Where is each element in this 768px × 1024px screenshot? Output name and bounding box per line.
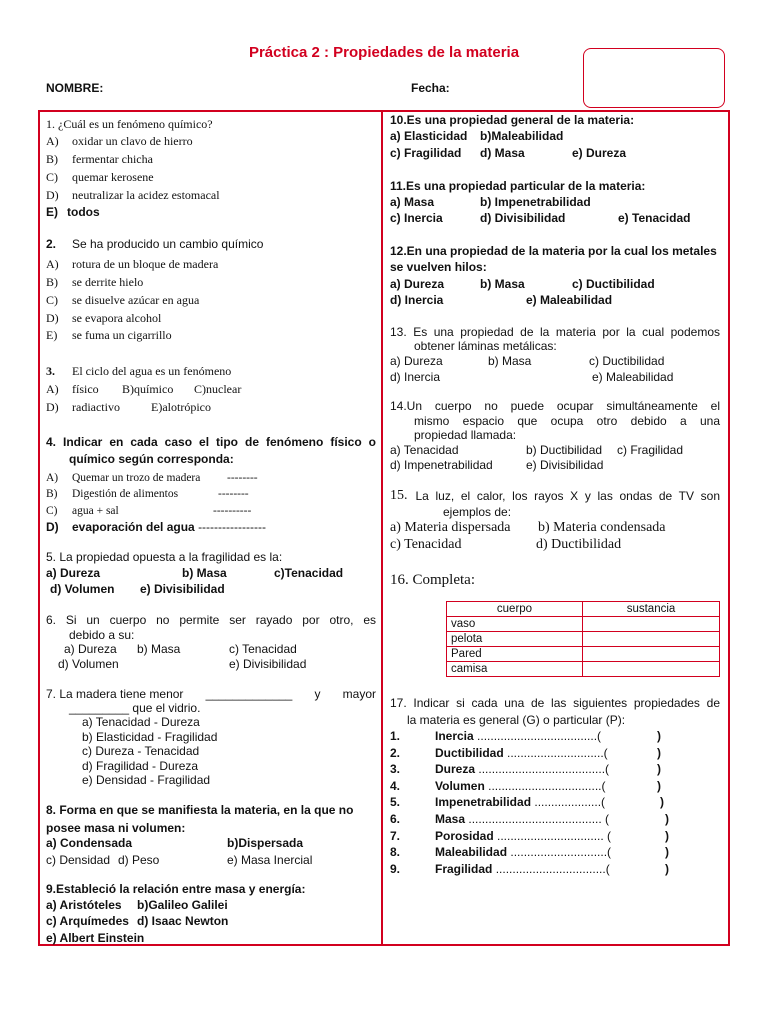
q15-option-c: c) Tenacidad — [390, 537, 462, 552]
list-item-answer-blank[interactable]: ....................( — [534, 795, 606, 810]
q15-option-a: a) Materia dispersada — [390, 520, 511, 535]
list-item — [390, 746, 608, 760]
q3-prompt: 3. El ciclo del agua es un fenómeno — [46, 364, 232, 378]
q12-option-b: b) Masa — [480, 277, 525, 291]
list-item-property: Volumen — [435, 778, 489, 793]
q9-option-d: d) Isaac Newton — [137, 914, 229, 928]
q17-prompt-line1: 17. Indicar si cada una de las siguientes propiedades de — [390, 696, 720, 710]
q10-option-c: c) Fragilidad — [390, 146, 462, 160]
q10-prompt: 10.Es una propiedad general de la materia: — [390, 113, 635, 127]
q10-option-d: d) Masa — [480, 146, 525, 160]
q11-prompt: 11.Es una propiedad particular de la materia: — [390, 179, 646, 193]
q11-option-b: b) Impenetrabilidad — [480, 195, 591, 209]
list-item-close-paren: ) — [657, 778, 661, 793]
q2-prompt: 2. Se ha producido un cambio químico — [46, 237, 264, 251]
list-item-answer-blank[interactable]: ..................................( — [488, 778, 606, 793]
q13-option-d: d) Inercia — [390, 370, 441, 384]
table-row — [447, 647, 720, 662]
list-item-close-paren: ) — [665, 845, 669, 860]
table-row — [447, 632, 720, 647]
list-item-close-paren: ) — [665, 812, 669, 826]
q2-option-d: D) se evapora alcohol — [46, 311, 162, 325]
q14-prompt-line3: propiedad llamada: — [414, 428, 517, 442]
table-row — [447, 617, 720, 632]
q7-option-c: c) Dureza - Tenacidad — [82, 744, 200, 758]
list-item — [390, 779, 605, 793]
q14-option-e: e) Divisibilidad — [526, 458, 604, 472]
q14-option-c: c) Fragilidad — [617, 443, 684, 457]
list-item-answer-blank[interactable]: ........................................ ( — [468, 812, 610, 826]
list-item — [390, 729, 601, 743]
list-item-property: Porosidad — [435, 828, 498, 843]
q6-prompt-line1: 6. Si un cuerpo no permite ser rayado por otro, es — [46, 613, 376, 627]
q9-option-e: e) Albert Einstein — [46, 931, 145, 945]
q15-prompt-line1: 15. La luz, el calor, los rayos X y las ondas de TV son — [390, 488, 720, 503]
q7-option-b: b) Elasticidad - Fragilidad — [82, 730, 218, 744]
table-cell-cuerpo: camisa — [447, 662, 583, 677]
list-item-answer-blank[interactable]: ......................................( — [478, 762, 610, 777]
q3-options-line1: A) físico B)químico C)nuclear — [46, 382, 242, 396]
q11-option-c: c) Inercia — [390, 211, 443, 225]
list-item-close-paren: ) — [665, 861, 669, 876]
list-item-close-paren: ) — [657, 762, 661, 777]
list-item-number: 4. — [390, 778, 401, 793]
q8-option-d: d) Peso — [118, 853, 160, 867]
list-item — [390, 829, 611, 843]
list-item-answer-blank[interactable]: .............................( — [510, 845, 612, 860]
q1-option-b: B) fermentar chicha — [46, 152, 153, 166]
list-item-close-paren: ) — [657, 729, 661, 743]
list-item-answer-blank[interactable]: ................................ ( — [497, 828, 612, 843]
list-item-number: 3. — [390, 762, 401, 777]
q1-option-d: D) neutralizar la acidez estomacal — [46, 188, 220, 202]
grade-box — [583, 48, 725, 108]
table-cell-sustancia[interactable] — [583, 647, 720, 662]
q14-prompt-line2: mismo espacio que ocupa otro debido a una — [414, 414, 720, 428]
q2-option-b: B) se derrite hielo — [46, 275, 144, 289]
q14-prompt-line1: 14.Un cuerpo no puede ocupar simultáneamente el — [390, 399, 720, 413]
list-item-answer-blank[interactable]: .............................( — [507, 745, 608, 760]
list-item-property: Impenetrabilidad — [435, 795, 535, 810]
q13-option-b: b) Masa — [488, 354, 532, 368]
list-item-property: Fragilidad — [435, 861, 496, 876]
list-item — [390, 862, 610, 876]
list-item — [390, 762, 609, 776]
q2-option-c: C) se disuelve azúcar en agua — [46, 293, 200, 307]
list-item — [390, 795, 605, 809]
q11-option-a: a) Masa — [390, 195, 435, 209]
q3-options-line2: D) radiactivo E)alotrópico — [46, 400, 211, 414]
q4-item-d: D) evaporación del agua ----------------- — [46, 520, 266, 534]
q5-prompt: 5. La propiedad opuesta a la fragilidad es la: — [46, 550, 283, 564]
list-item-property: Masa — [435, 812, 469, 826]
q7-prompt-line1: 7. La madera tiene menor _____________ y mayor — [46, 687, 376, 701]
q8-option-e: e) Masa Inercial — [227, 853, 313, 867]
q15-option-b: b) Materia condensada — [538, 520, 666, 535]
list-item-property: Dureza — [435, 762, 479, 777]
list-item-number: 8. — [390, 845, 401, 860]
table-cell-cuerpo: pelota — [447, 632, 583, 647]
q10-option-b: b)Maleabilidad — [480, 129, 564, 143]
q6-option-a: a) Dureza — [64, 642, 117, 656]
q1-option-a: A) oxidar un clavo de hierro — [46, 134, 193, 148]
q6-option-c: c) Tenacidad — [229, 642, 297, 656]
page-title: Práctica 2 : Propiedades de la materia — [248, 44, 520, 61]
q13-option-e: e) Maleabilidad — [592, 370, 674, 384]
list-item-number: 2. — [390, 745, 401, 760]
list-item — [390, 845, 611, 859]
q12-prompt-line1: 12.En una propiedad de la materia por la cual los metales — [390, 244, 717, 258]
q7-option-e: e) Densidad - Fragilidad — [82, 773, 211, 787]
list-item — [390, 812, 609, 826]
q11-option-d: d) Divisibilidad — [480, 211, 566, 225]
q15-option-d: d) Ductibilidad — [536, 537, 622, 552]
table-header-cuerpo: cuerpo — [447, 602, 583, 617]
q10-option-e: e) Dureza — [572, 146, 627, 160]
q6-option-d: d) Volumen — [58, 657, 119, 671]
list-item-property: Inercia — [435, 729, 478, 743]
q14-option-b: b) Ductibilidad — [526, 443, 603, 457]
q7-option-d: d) Fragilidad - Dureza — [82, 759, 199, 773]
q5-option-a: a) Dureza — [46, 566, 101, 580]
q12-option-e: e) Maleabilidad — [526, 293, 613, 307]
q9-option-b: b)Galileo Galilei — [137, 898, 228, 912]
table-cell-sustancia[interactable] — [583, 617, 720, 632]
q7-option-a: a) Tenacidad - Dureza — [82, 715, 200, 729]
q10-option-a: a) Elasticidad — [390, 129, 468, 143]
name-label: NOMBRE: — [46, 81, 104, 95]
table-cell-sustancia[interactable] — [583, 632, 720, 647]
q12-prompt-line2: se vuelven hilos: — [390, 260, 487, 274]
table-cell-sustancia[interactable] — [583, 662, 720, 677]
list-item-property: Ductibilidad — [435, 745, 507, 760]
q14-option-a: a) Tenacidad — [390, 443, 459, 457]
list-item-close-paren: ) — [665, 828, 669, 843]
column-divider — [381, 110, 383, 946]
q5-option-e: e) Divisibilidad — [140, 582, 225, 596]
list-item-number: 9. — [390, 861, 401, 876]
q4-item-b: B) Digestión de alimentos -------- — [46, 488, 249, 500]
list-item-answer-blank[interactable]: ....................................( — [477, 729, 602, 743]
q9-option-a: a) Aristóteles — [46, 898, 122, 912]
q12-option-d: d) Inercia — [390, 293, 444, 307]
list-item-close-paren: ) — [657, 745, 661, 760]
q4-prompt-line2: químico según corresponda: — [69, 452, 234, 466]
q8-option-c: c) Densidad — [46, 853, 111, 867]
q8-option-a: a) Condensada — [46, 836, 133, 850]
q1-prompt: 1. ¿Cuál es un fenómeno químico? — [46, 117, 213, 131]
q12-option-c: c) Ductibilidad — [572, 277, 655, 291]
q14-option-d: d) Impenetrabilidad — [390, 458, 493, 472]
q4-item-c: C) agua + sal ---------- — [46, 505, 252, 517]
q16-prompt: 16. Completa: — [390, 572, 475, 588]
q1-option-e: E) todos — [46, 205, 100, 219]
q13-prompt-line2: obtener láminas metálicas: — [414, 339, 557, 353]
table-cell-cuerpo: vaso — [447, 617, 583, 632]
q17-prompt-line2: la materia es general (G) o particular (P): — [407, 713, 626, 727]
list-item-number: 6. — [390, 812, 401, 826]
q4-prompt-line1: 4. Indicar en cada caso el tipo de fenómeno físico o — [46, 435, 376, 449]
q8-prompt-line2: posee masa ni volumen: — [46, 821, 186, 835]
list-item-property: Maleabilidad — [435, 845, 511, 860]
q1-option-c: C) quemar kerosene — [46, 170, 154, 184]
q6-prompt-line2: debido a su: — [69, 628, 135, 642]
table-header-sustancia: sustancia — [583, 602, 720, 617]
q2-option-a: A) rotura de un bloque de madera — [46, 257, 219, 271]
q16-table — [446, 601, 720, 677]
q13-prompt-line1: 13. Es una propiedad de la materia por la cual podemos — [390, 325, 720, 339]
q8-option-b: b)Dispersada — [227, 836, 304, 850]
table-row — [447, 662, 720, 677]
table-cell-cuerpo: Pared — [447, 647, 583, 662]
list-item-number: 1. — [390, 729, 401, 743]
q13-option-c: c) Ductibilidad — [589, 354, 665, 368]
q9-option-c: c) Arquímedes — [46, 914, 129, 928]
q6-option-b: b) Masa — [137, 642, 181, 656]
q12-option-a: a) Dureza — [390, 277, 445, 291]
q9-prompt: 9.Estableció la relación entre masa y energía: — [46, 882, 306, 896]
q15-prompt-line2: ejemplos de: — [443, 505, 512, 519]
q13-option-a: a) Dureza — [390, 354, 443, 368]
q5-option-c: c)Tenacidad — [274, 566, 344, 580]
list-item-number: 5. — [390, 795, 401, 810]
q8-prompt-line1: 8. Forma en que se manifiesta la materia, en la que no — [46, 803, 354, 817]
list-item-number: 7. — [390, 828, 401, 843]
q7-prompt-line2: _________ que el vidrio. — [69, 701, 201, 715]
q4-item-a: A) Quemar un trozo de madera -------- — [46, 472, 258, 484]
list-item-answer-blank[interactable]: .................................( — [495, 861, 610, 876]
table-header-row — [447, 602, 720, 617]
q5-option-b: b) Masa — [182, 566, 227, 580]
q5-option-d: d) Volumen — [50, 582, 115, 596]
q11-option-e: e) Tenacidad — [618, 211, 691, 225]
date-label: Fecha: — [411, 81, 450, 95]
list-item-close-paren: ) — [660, 795, 664, 810]
q2-option-e: E) se fuma un cigarrillo — [46, 328, 172, 342]
q6-option-e: e) Divisibilidad — [229, 657, 307, 671]
